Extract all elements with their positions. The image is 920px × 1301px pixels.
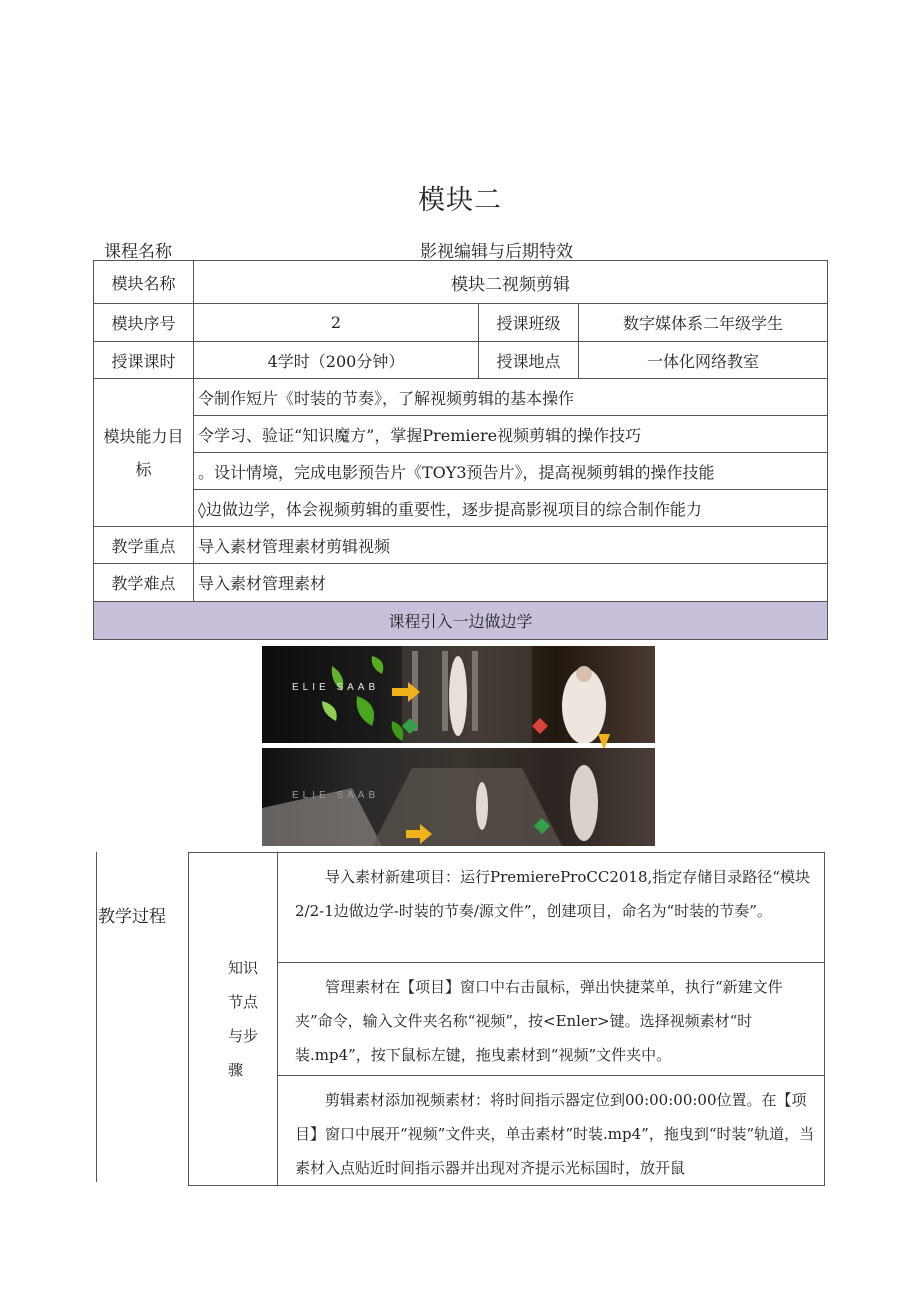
difficult-point-value: 导入素材管理素材: [194, 564, 828, 602]
module-info-table: [93, 260, 828, 640]
difficult-point-label: 教学难点: [94, 564, 194, 602]
runway-illustration: [262, 646, 655, 846]
runway-image-top: [262, 646, 655, 743]
hours-value: 4学时（200分钟）: [194, 342, 479, 379]
module-no-value: 2: [194, 304, 479, 342]
module-name-value: 模块二视频剪辑: [194, 261, 828, 304]
course-name-value: 影视编辑与后期特效: [420, 242, 573, 262]
process-step: 剪辑素材添加视频素材：将时间指示器定位到00:00:00:00位置。在【项目】窗口中展开“视频”文件夹，单击素材”时装.mp4”，拖曳到“时装”轨道，当素材入点贴近时间指示器并出现对齐提示光标国时，放开鼠: [295, 1091, 815, 1177]
hours-label: 授课课时: [94, 342, 194, 379]
page-title: 模块二: [418, 185, 502, 216]
process-sub-label: 知识节点与步骤: [228, 959, 259, 1079]
module-no-label: 模块序号: [94, 304, 194, 342]
brand-text: ELIE SAAB: [292, 790, 380, 801]
process-label: 教学过程: [98, 907, 166, 927]
ability-item: 令制作短片《时装的节奏》，了解视频剪辑的基本操作: [194, 379, 828, 416]
class-label: 授课班级: [479, 304, 579, 342]
process-left-border: [96, 852, 97, 1182]
section-header: 课程引入一边做边学: [94, 602, 828, 640]
place-value: 一体化网络教室: [579, 342, 828, 379]
process-table: [188, 852, 825, 1186]
key-point-label: 教学重点: [94, 527, 194, 564]
process-step: 导入素材新建项目：运行PremiereProCC2018,指定存储目录路径“模块2/2-1边做边学-时装的节奏/源文件”，创建项目，命名为“时装的节奏”。: [295, 868, 810, 920]
ability-item: ◊边做边学，体会视频剪辑的重要性，逐步提高影视项目的综合制作能力: [194, 490, 828, 527]
runway-image-bottom: [262, 748, 655, 846]
brand-text: ELIE SAAB: [292, 682, 380, 693]
class-value: 数字媒体系二年级学生: [579, 304, 828, 342]
module-name-label: 模块名称: [94, 261, 194, 304]
key-point-value: 导入素材管理素材剪辑视频: [194, 527, 828, 564]
ability-item: 令学习、验证“知识魔方”，掌握Premiere视频剪辑的操作技巧: [194, 416, 828, 453]
course-name-label: 课程名称: [104, 242, 172, 262]
ability-item: 。设计情境，完成电影预告片《TOY3预告片》，提高视频剪辑的操作技能: [194, 453, 828, 490]
place-label: 授课地点: [479, 342, 579, 379]
process-step: 管理素材在【项目】窗口中右击鼠标，弹出快捷菜单，执行“新建文件夹”命令，输入文件夹名称“视频”，按<Enler>键。选择视频素材“时装.mp4”，按下鼠标左键，拖曳素材到“视频”文件夹中。: [295, 978, 783, 1064]
ability-label: 模块能力目标: [94, 379, 194, 527]
